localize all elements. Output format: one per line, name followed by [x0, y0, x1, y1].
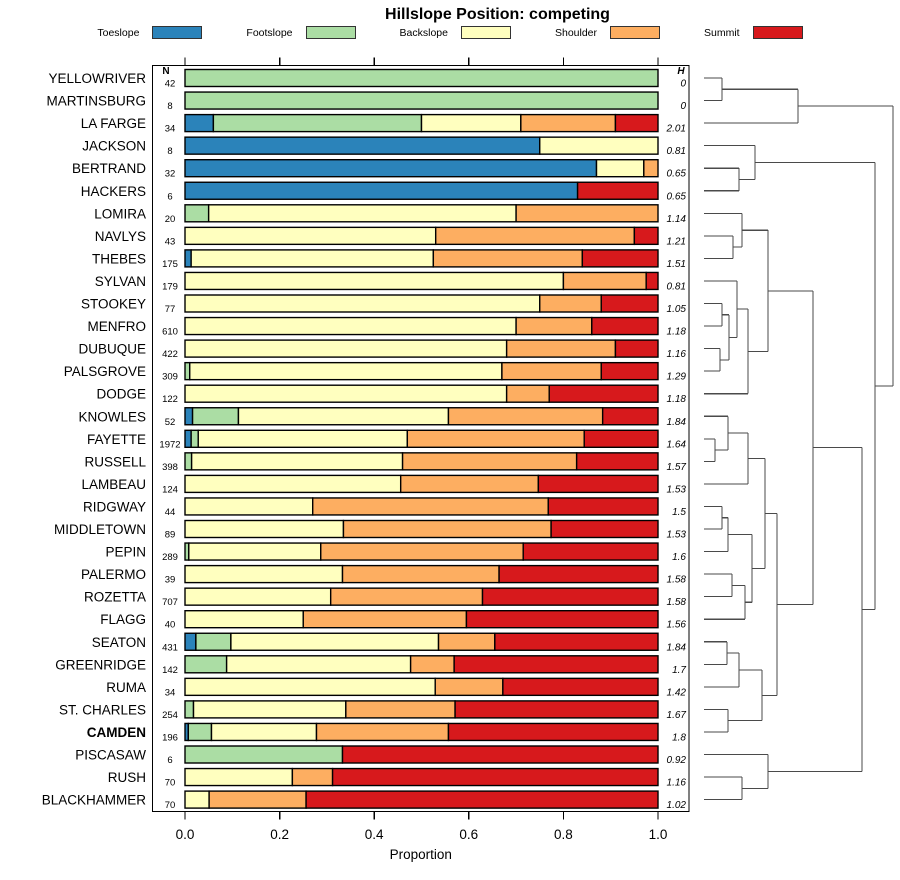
- n-value: 39: [164, 574, 176, 586]
- row-label: GREENRIDGE: [55, 657, 146, 673]
- n-value: 196: [162, 732, 178, 744]
- row-label: ROZETTA: [84, 589, 146, 605]
- row-label: YELLOWRIVER: [48, 71, 146, 86]
- bar-segment-shoulder: [292, 769, 332, 786]
- n-value: 34: [164, 123, 176, 135]
- bar-segment-summit: [577, 453, 658, 470]
- h-value: 2.01: [666, 123, 686, 135]
- row-label: JACKSON: [82, 138, 146, 154]
- bar-segment-footslope: [188, 723, 211, 740]
- bar-segment-shoulder: [563, 272, 646, 289]
- row-label: FAYETTE: [86, 431, 146, 447]
- bar-segment-summit: [538, 475, 658, 492]
- bar-segment-shoulder: [435, 678, 503, 695]
- bar-segment-shoulder: [516, 205, 658, 222]
- bar-segment-summit: [601, 363, 658, 380]
- bar-segment-summit: [592, 318, 658, 335]
- row-label: MENFRO: [87, 319, 146, 335]
- bar-segment-backslope: [191, 250, 433, 267]
- bar-segment-summit: [523, 543, 658, 560]
- bar-segment-toeslope: [185, 182, 578, 199]
- row-label: RUSH: [107, 770, 146, 786]
- dendrogram: [704, 78, 893, 800]
- bar-segment-backslope: [185, 272, 563, 289]
- n-value: 70: [164, 800, 176, 812]
- n-value: 142: [162, 664, 178, 676]
- bar-segment-backslope: [189, 543, 321, 560]
- bar-segment-backslope: [185, 475, 401, 492]
- h-value: 1.57: [666, 461, 686, 473]
- bar-segment-summit: [483, 588, 658, 605]
- row-label: NAVLYS: [94, 228, 146, 244]
- bar-segment-footslope: [193, 408, 239, 425]
- bar-segment-shoulder: [313, 498, 549, 515]
- bar-segment-backslope: [185, 318, 516, 335]
- bar-segment-backslope: [185, 566, 343, 583]
- bar-segment-shoulder: [448, 408, 602, 425]
- h-value: 1.42: [666, 687, 686, 699]
- legend-label: Backslope: [399, 26, 448, 39]
- h-value: 1.05: [666, 304, 686, 315]
- bar-segment-summit: [503, 678, 658, 695]
- bar-segment-footslope: [185, 656, 227, 673]
- row-label: FLAGG: [100, 612, 146, 628]
- bar-segment-backslope: [211, 723, 316, 740]
- n-value: 32: [164, 168, 176, 180]
- legend-label: Toeslope: [97, 26, 140, 39]
- row-label: CAMDEN: [86, 724, 146, 740]
- bar-segment-shoulder: [502, 363, 601, 380]
- bar-segment-shoulder: [516, 318, 592, 335]
- row-label: RUSSELL: [84, 454, 146, 470]
- bar-segment-summit: [499, 566, 658, 583]
- axis-tick-label: 0.2: [270, 827, 289, 842]
- n-value: 77: [164, 304, 176, 315]
- axis-tick-label: 0.4: [364, 827, 384, 842]
- bar-segment-footslope: [185, 746, 343, 763]
- row-label: DODGE: [96, 386, 146, 402]
- bar-segment-backslope: [185, 588, 331, 605]
- h-value: 0.92: [666, 755, 686, 766]
- n-value: 422: [162, 349, 178, 361]
- row-label: SYLVAN: [94, 273, 146, 289]
- bar-segment-backslope: [185, 498, 313, 515]
- h-value: 1.02: [666, 800, 686, 812]
- n-value: 6: [167, 755, 173, 766]
- h-value: 1.18: [666, 394, 686, 406]
- bar-segment-backslope: [540, 137, 658, 154]
- bar-segment-summit: [333, 769, 658, 786]
- h-value: 0.81: [666, 146, 686, 158]
- h-value: 1.6: [672, 552, 686, 564]
- h-value: 0: [680, 101, 686, 113]
- row-label: DUBUQUE: [78, 341, 146, 357]
- n-column-header: N: [162, 66, 170, 77]
- h-value: 1.7: [672, 664, 686, 676]
- bar-segment-shoulder: [343, 566, 500, 583]
- h-value: 1.16: [666, 777, 686, 789]
- h-value: 1.84: [666, 642, 686, 654]
- n-value: 398: [162, 461, 178, 473]
- n-value: 1972: [159, 439, 181, 451]
- n-value: 6: [167, 191, 173, 203]
- n-value: 610: [162, 326, 178, 338]
- bar-segment-shoulder: [331, 588, 483, 605]
- bar-segment-summit: [306, 791, 658, 808]
- chart-title: Hillslope Position: competing: [385, 6, 610, 23]
- bar-segment-shoulder: [433, 250, 582, 267]
- bar-segment-summit: [448, 723, 658, 740]
- legend-label: Summit: [704, 26, 740, 39]
- n-value: 42: [164, 78, 176, 90]
- row-label: THEBES: [91, 251, 146, 267]
- h-column-header: H: [677, 66, 685, 77]
- n-value: 34: [164, 687, 176, 699]
- bar-segment-backslope: [190, 363, 502, 380]
- legend-label: Footslope: [246, 26, 293, 39]
- h-value: 1.84: [666, 416, 686, 428]
- bar-segment-shoulder: [346, 701, 455, 718]
- bar-segment-backslope: [185, 340, 507, 357]
- h-value: 1.14: [666, 213, 686, 225]
- bar-segment-footslope: [213, 115, 421, 132]
- bar-segment-backslope: [185, 769, 292, 786]
- bar-segment-summit: [582, 250, 658, 267]
- row-label: RUMA: [106, 679, 146, 695]
- bar-segment-summit: [646, 272, 658, 289]
- axis-tick-label: 0.8: [554, 827, 573, 842]
- n-value: 8: [167, 101, 173, 113]
- h-value: 1.16: [666, 349, 686, 361]
- bar-segment-toeslope: [185, 137, 540, 154]
- bar-segment-shoulder: [209, 791, 306, 808]
- bar-segment-footslope: [191, 430, 198, 447]
- bar-segment-summit: [615, 115, 658, 132]
- bar-segment-summit: [454, 656, 658, 673]
- row-label: MARTINSBURG: [46, 93, 146, 109]
- bar-segment-summit: [578, 182, 658, 199]
- x-axis-label: Proportion: [389, 847, 452, 862]
- bar-segment-summit: [584, 430, 658, 447]
- n-value: 124: [162, 484, 178, 496]
- h-value: 1.58: [666, 574, 686, 586]
- bar-segment-shoulder: [316, 723, 448, 740]
- h-value: 1.18: [666, 326, 686, 338]
- bar-segment-backslope: [198, 430, 407, 447]
- n-value: 254: [162, 709, 178, 721]
- bar-segment-footslope: [196, 633, 231, 650]
- bar-segment-summit: [601, 295, 658, 312]
- bar-segment-backslope: [231, 633, 439, 650]
- bar-segment-summit: [603, 408, 658, 425]
- n-value: 179: [162, 281, 178, 293]
- row-label: RIDGWAY: [83, 499, 146, 515]
- row-label: PEPIN: [105, 544, 146, 560]
- bar-segment-backslope: [238, 408, 448, 425]
- axis-tick-label: 0.6: [459, 827, 479, 842]
- row-label: LAMBEAU: [81, 476, 146, 492]
- n-value: 20: [164, 213, 176, 225]
- h-value: 1.58: [666, 597, 686, 609]
- h-value: 1.51: [666, 258, 686, 270]
- h-value: 1.21: [666, 236, 686, 248]
- row-label: PISCASAW: [75, 747, 146, 763]
- bar-segment-shoulder: [439, 633, 495, 650]
- n-value: 43: [164, 236, 176, 248]
- bar-segment-summit: [466, 611, 658, 628]
- bar-segment-footslope: [185, 363, 190, 380]
- n-value: 8: [167, 146, 173, 158]
- bar-segment-summit: [615, 340, 658, 357]
- bar-segment-shoulder: [507, 385, 550, 402]
- h-value: 1.53: [666, 484, 686, 496]
- bar-segment-footslope: [185, 701, 194, 718]
- n-value: 52: [164, 416, 176, 428]
- n-value: 122: [162, 394, 178, 406]
- bar-segment-backslope: [185, 385, 507, 402]
- bar-segment-footslope: [185, 205, 209, 222]
- bar-segment-footslope: [185, 92, 658, 109]
- row-label: PALSGROVE: [63, 364, 146, 380]
- bar-segment-backslope: [185, 678, 435, 695]
- bar-segment-backslope: [209, 205, 516, 222]
- row-label: HACKERS: [80, 183, 146, 199]
- h-value: 0.65: [666, 168, 686, 180]
- n-value: 70: [164, 777, 176, 789]
- bar-segment-summit: [548, 498, 658, 515]
- row-label: LA FARGE: [80, 116, 146, 132]
- bar-segment-backslope: [185, 791, 209, 808]
- axis-tick-label: 0.0: [175, 827, 195, 842]
- bar-segment-shoulder: [411, 656, 455, 673]
- bar-segment-shoulder: [407, 430, 584, 447]
- h-value: 1.5: [672, 506, 686, 518]
- n-value: 175: [162, 258, 178, 270]
- row-label: BERTRAND: [71, 161, 146, 177]
- row-label: KNOWLES: [78, 409, 146, 425]
- bar-segment-toeslope: [185, 250, 191, 267]
- bar-segment-toeslope: [185, 430, 191, 447]
- bar-segment-summit: [634, 227, 658, 244]
- n-value: 89: [164, 529, 176, 541]
- legend-label: Shoulder: [554, 26, 598, 39]
- h-value: 1.56: [666, 619, 686, 631]
- bar-segment-backslope: [185, 521, 343, 538]
- h-value: 0.65: [666, 191, 686, 203]
- bar-segment-shoulder: [436, 227, 635, 244]
- row-label: BLACKHAMMER: [41, 792, 146, 808]
- axis-tick-label: 1.0: [648, 827, 668, 842]
- n-value: 309: [162, 371, 178, 383]
- bar-segment-summit: [455, 701, 658, 718]
- h-value: 1.67: [666, 709, 686, 721]
- bar-segment-backslope: [227, 656, 411, 673]
- n-value: 431: [162, 642, 178, 654]
- bar-segment-shoulder: [343, 521, 551, 538]
- bar-segment-backslope: [192, 453, 403, 470]
- bar-segment-shoulder: [321, 543, 523, 560]
- bar-segment-shoulder: [644, 160, 658, 177]
- row-label: SEATON: [91, 634, 146, 650]
- row-label: ST. CHARLES: [58, 702, 146, 718]
- h-value: 0.81: [666, 281, 686, 293]
- h-value: 1.8: [672, 732, 686, 744]
- row-label: LOMIRA: [94, 206, 146, 222]
- bar-segment-backslope: [185, 227, 436, 244]
- n-value: 707: [162, 597, 178, 609]
- n-value: 289: [162, 552, 178, 564]
- bar-segment-shoulder: [521, 115, 616, 132]
- bar-segment-summit: [549, 385, 658, 402]
- h-value: 1.64: [666, 439, 686, 451]
- bar-segment-backslope: [597, 160, 644, 177]
- h-value: 1.29: [666, 371, 686, 383]
- bar-segment-shoulder: [403, 453, 577, 470]
- bar-segment-toeslope: [185, 160, 597, 177]
- n-value: 40: [164, 619, 176, 631]
- row-label: MIDDLETOWN: [53, 522, 146, 537]
- n-value: 44: [164, 506, 176, 518]
- bar-segment-backslope: [422, 115, 521, 132]
- bar-segment-footslope: [185, 70, 658, 87]
- bar-segment-toeslope: [185, 633, 196, 650]
- bar-segment-shoulder: [507, 340, 616, 357]
- bar-segment-toeslope: [185, 408, 193, 425]
- h-value: 1.53: [666, 529, 686, 541]
- bar-segment-backslope: [185, 295, 540, 312]
- bar-segment-shoulder: [540, 295, 601, 312]
- row-label: PALERMO: [80, 567, 146, 583]
- bar-segment-toeslope: [185, 115, 213, 132]
- bar-segment-shoulder: [401, 475, 539, 492]
- bar-segment-footslope: [185, 453, 192, 470]
- bar-segment-backslope: [194, 701, 346, 718]
- h-value: 0: [680, 78, 686, 90]
- bar-segment-summit: [495, 633, 658, 650]
- row-label: STOOKEY: [80, 296, 146, 312]
- bar-segment-summit: [343, 746, 658, 763]
- bar-segment-summit: [551, 521, 658, 538]
- bar-segment-shoulder: [303, 611, 466, 628]
- bar-segment-backslope: [185, 611, 303, 628]
